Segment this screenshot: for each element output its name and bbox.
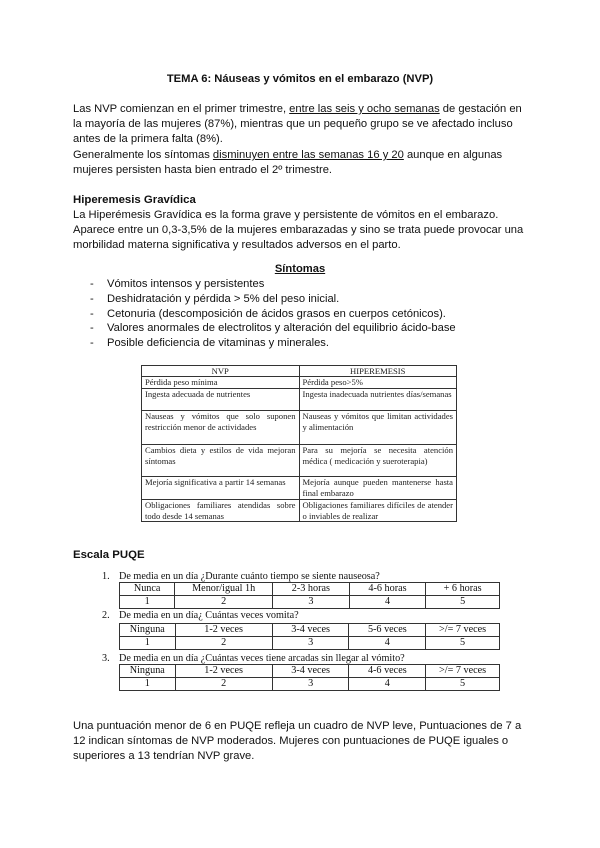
puqe-table-2 (119, 623, 500, 650)
intro-paragraph-1: Las NVP comienzan en el primer trimestre, entre las seis y ocho semanas de gestación en la mayoría de las mujeres (87%), mientras que un pequeño grupo se ve afectado incluso antes de la primera falta (8%). (73, 103, 522, 146)
list-item: - Deshidratación y pérdida > 5% del peso inicial. (88, 292, 528, 307)
underlined-weeks: entre las seis y ocho semanas (289, 103, 440, 115)
table-cell: Mejoría significativa a partir 14 semanas (142, 477, 300, 500)
table-cell: 5 (426, 637, 500, 650)
page-title: TEMA 6: Náuseas y vómitos en el embarazo (NVP) (166, 73, 434, 85)
table-cell: Nauseas y vómitos que solo suponen restricción menor de actividades (142, 411, 300, 445)
table-cell: Ingesta adecuada de nutrientes (142, 389, 300, 411)
table-cell: Obligaciones familiares difíciles de atender o inviables de realizar (299, 500, 457, 522)
table-cell: 2 (175, 596, 273, 609)
table-cell: 3-4 veces (272, 624, 349, 637)
list-item: - Valores anormales de electrolitos y alteración del equilibrio ácido-base (88, 321, 528, 336)
table-header-hiperemesis: HIPEREMESIS (299, 366, 457, 377)
table-cell: Ninguna (120, 665, 176, 678)
puqe-question-2: 2. De media en un día¿ Cuántas veces vomita? (102, 610, 299, 621)
puqe-heading: Escala PUQE (73, 549, 145, 561)
puqe-question-3: 3. De media en un día ¿Cuántas veces tiene arcadas sin llegar al vómito? (102, 653, 405, 664)
table-cell: >/= 7 veces (426, 665, 500, 678)
table-cell: Menor/igual 1h (175, 583, 273, 596)
table-cell: 4-6 veces (349, 665, 426, 678)
comparison-table (141, 365, 457, 522)
table-cell: 2 (175, 637, 272, 650)
table-cell: Cambios dieta y estilos de vida mejoran síntomas (142, 445, 300, 477)
table-cell: Nauseas y vómitos que limitan actividades y alimentación (299, 411, 457, 445)
table-cell: 3 (273, 596, 350, 609)
table-header-nvp: NVP (142, 366, 300, 377)
underlined-decrease: disminuyen entre las semanas 16 y 20 (212, 149, 404, 161)
table-cell: 4 (349, 678, 426, 691)
table-cell: Para su mejoría se necesita atención médica ( medicación y sueroterapia) (299, 445, 457, 477)
table-cell: 1-2 veces (175, 665, 272, 678)
table-cell: Pérdida peso>5% (299, 377, 457, 389)
symptoms-heading: Síntomas (274, 263, 326, 275)
table-cell: 4 (349, 596, 426, 609)
table-cell: Mejoría aunque pueden mantenerse hasta final embarazo (299, 477, 457, 500)
table-cell: >/= 7 veces (426, 624, 500, 637)
table-cell: 4-6 horas (349, 583, 426, 596)
table-cell: 1-2 veces (175, 624, 272, 637)
table-cell: 4 (349, 637, 426, 650)
table-cell: 3-4 veces (272, 665, 349, 678)
puqe-question-1: 1. De media en un día ¿Durante cuánto tiempo se siente nauseosa? (102, 571, 380, 582)
puqe-table-3 (119, 664, 500, 691)
hyperemesis-heading: Hiperemesis Gravídica (73, 194, 196, 206)
list-item: - Vómitos intensos y persistentes (88, 277, 528, 292)
table-cell: 1 (120, 637, 176, 650)
table-cell: 1 (120, 678, 176, 691)
list-item: - Cetonuria (descomposición de ácidos grasos en cuerpos cetónicos). (88, 307, 528, 322)
table-cell: Ingesta inadecuada nutrientes días/semanas (299, 389, 457, 411)
list-item: - Posible deficiencia de vitaminas y minerales. (88, 336, 528, 351)
table-cell: 3 (272, 637, 349, 650)
table-cell: Obligaciones familiares atendidas sobre todo desde 14 semanas (142, 500, 300, 522)
conclusion-paragraph: Una puntuación menor de 6 en PUQE refleja un cuadro de NVP leve, Puntuaciones de 7 a 12 indican síntomas de NVP moderados. Mujeres con puntuaciones de PUQE iguales o superiores a 13 tendrían NVP grave. (73, 720, 522, 763)
hyperemesis-paragraph: La Hiperémesis Gravídica es la forma grave y persistente de vómitos en el embarazo. Aparece entre un 0,3-3,5% de la mujeres embarazadas y sino se trata puede provocar una morbilidad materna significativa y resultados adversos en el parto. (73, 209, 524, 252)
puqe-table-1 (119, 582, 500, 609)
table-cell: 2 (175, 678, 272, 691)
table-cell: + 6 horas (426, 583, 500, 596)
table-cell: Pérdida peso mínima (142, 377, 300, 389)
table-cell: 3 (272, 678, 349, 691)
symptoms-list (88, 277, 528, 351)
table-cell: 1 (120, 596, 175, 609)
intro-paragraph-2: Generalmente los síntomas disminuyen entre las semanas 16 y 20 aunque en algunas mujeres persisten hasta bien entrado el 2º trimestre. (73, 149, 503, 177)
table-cell: 5-6 veces (349, 624, 426, 637)
table-cell: 5 (426, 596, 500, 609)
table-cell: Nunca (120, 583, 175, 596)
table-cell: 5 (426, 678, 500, 691)
table-cell: 2-3 horas (273, 583, 350, 596)
table-cell: Ninguna (120, 624, 176, 637)
